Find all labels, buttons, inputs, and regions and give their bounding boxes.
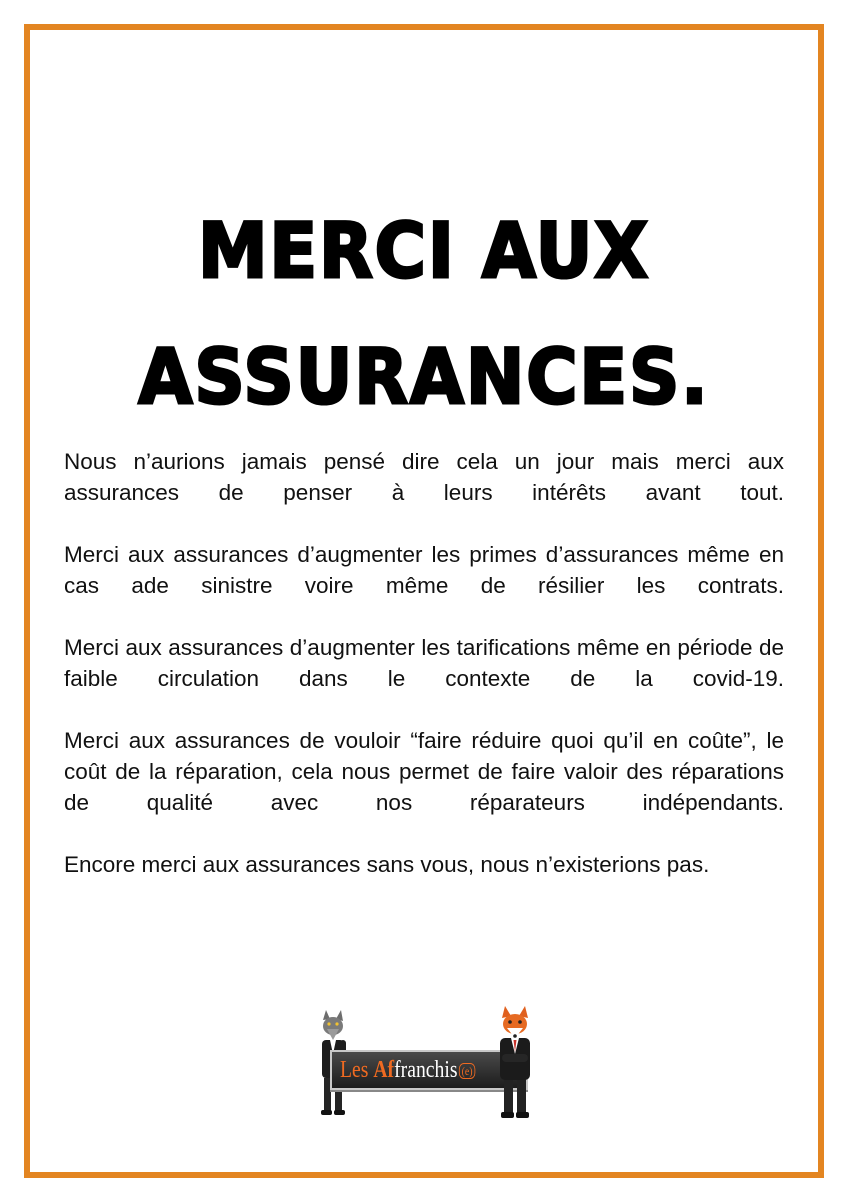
logo-les: Les — [340, 1057, 369, 1083]
paragraph-line: Nous n’aurions jamais pensé dire cela un jour mais — [64, 449, 659, 474]
paragraph-line: même en cas ade sinistre voire même de résilier les contrats. — [64, 542, 784, 598]
paragraph-line: Merci aux assurances de vouloir “faire réduire quoi qu’il en — [64, 728, 679, 753]
paragraph-2 — [64, 539, 784, 601]
letter-body — [64, 446, 784, 880]
title-line-1: MERCI AUX — [197, 206, 651, 295]
paragraph-line: Merci aux assurances d’augmenter les tarifications même en — [64, 635, 671, 660]
paragraph-4 — [64, 725, 784, 818]
page-title — [34, 188, 814, 440]
fox-character-icon — [492, 1006, 538, 1122]
paragraph-line: coûte”, le coût de la réparation, cela nous permet de faire valoir — [64, 728, 784, 784]
logo-af: Af — [373, 1057, 395, 1083]
logo-franchis: franchis — [394, 1057, 458, 1083]
brand-logo — [308, 1006, 544, 1124]
logo-suffix: (e) — [459, 1063, 475, 1079]
paragraph-5 — [64, 849, 784, 880]
paragraph-3 — [64, 632, 784, 694]
paragraph-line: Merci aux assurances d’augmenter les primes d’assurances — [64, 542, 679, 567]
title-line-2: ASSURANCES. — [138, 332, 710, 421]
paragraph-1 — [64, 446, 784, 508]
paragraph-line: merci aux assurances de penser à leurs intérêts avant tout. — [64, 449, 784, 505]
paragraph-line: Encore merci aux assurances sans vous, nous n’existerions pas. — [64, 852, 710, 877]
paragraph-line: période de faible circulation dans le contexte de la covid-19. — [64, 635, 784, 691]
logo-wordmark — [340, 1054, 475, 1086]
paragraph-line: des réparations de qualité avec nos réparateurs indépendants. — [64, 759, 784, 815]
